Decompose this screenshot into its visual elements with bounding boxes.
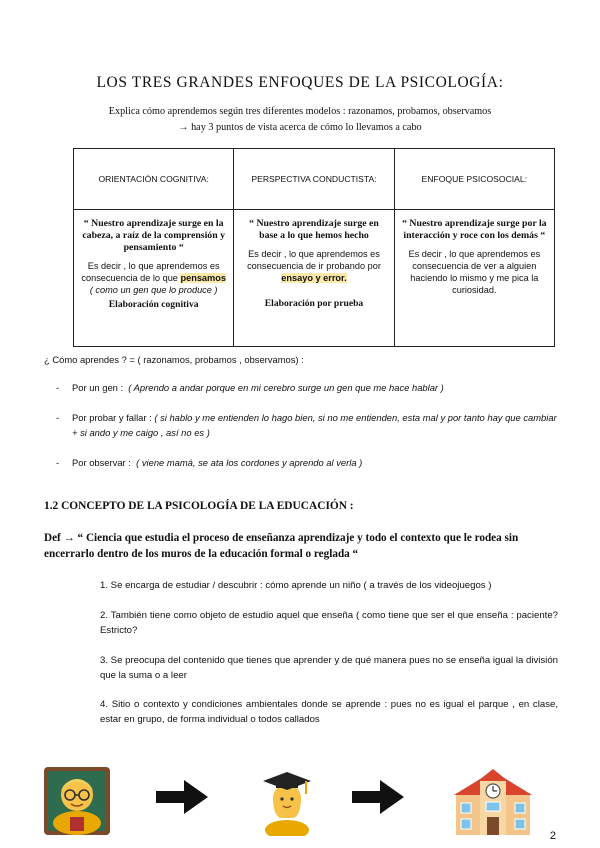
- bullet-text: [72, 380, 560, 395]
- cell-behaviorist: [234, 210, 394, 347]
- explanation-cognitive-text: Es decir , lo que aprendemos es consecuencia de lo que: [81, 261, 220, 283]
- numbered-item-3: 3. Se preocupa del contenido que tienes que aprender y de qué manera pues no se enseña igual la división que la suma o a leer: [100, 655, 558, 681]
- teacher-icon: [44, 767, 110, 835]
- table-header-row: [74, 149, 555, 210]
- footer-cognitive: Elaboración cognitiva: [108, 299, 199, 310]
- cell-cognitive: [74, 210, 234, 347]
- bullet-label: Por probar y fallar :: [72, 412, 152, 423]
- explanation-cognitive: [79, 260, 228, 296]
- page-title: LOS TRES GRANDES ENFOQUES DE LA PSICOLOGÍA:: [96, 74, 504, 91]
- numbered-item-1: 1. Se encarga de estudiar / descubrir : cómo aprende un niño ( a través de los videojuegos ): [100, 580, 492, 591]
- approaches-table: [73, 148, 555, 347]
- header-cognitive: ORIENTACIÓN COGNITIVA:: [74, 149, 234, 210]
- numbered-item-4: 4. Sitio o contexto y condiciones ambientales donde se aprende : pues no es igual el parque , en clase, estar en grupo, de forma individual o todos callados: [100, 699, 558, 725]
- subtitle: [0, 104, 600, 136]
- cell-psychosocial: [394, 210, 554, 347]
- footer-behaviorist: Elaboración por prueba: [264, 298, 364, 309]
- explanation-behaviorist: [239, 248, 388, 284]
- bullet-dash: -: [56, 412, 60, 423]
- quote-cognitive: “ Nuestro aprendizaje surge en la cabeza, a raíz de la comprensión y pensamiento “: [82, 218, 225, 253]
- header-behaviorist: PERSPECTIVA CONDUCTISTA:: [234, 149, 394, 210]
- explanation-psychosocial: Es decir , lo que aprendemos es consecuencia de ver a alguien haciendo lo mismo y me pica la curiosidad.: [408, 249, 541, 295]
- header-psychosocial: ENFOQUE PSICOSOCIAL:: [394, 149, 554, 210]
- table-body-row: [74, 210, 555, 347]
- subtitle-line-2: → hay 3 puntos de vista acerca de cómo lo llevamos a cabo: [178, 122, 422, 133]
- bullet-example: ( Aprendo a andar porque en mi cerebro surge un gen que me hace hablar ): [128, 382, 444, 393]
- question-line: ¿ Cómo aprendes ? = ( razonamos, probamos , observamos) :: [44, 354, 304, 365]
- bullet-label: Por un gen :: [72, 382, 124, 393]
- bullet-text: [72, 410, 560, 440]
- arrow-right-icon: [156, 780, 208, 814]
- numbered-item-2: 2. También tiene como objeto de estudio aquel que enseña ( como tiene que ser el que enseña : paciente? Estricto?: [100, 610, 558, 636]
- explanation-behaviorist-text: Es decir , lo que aprendemos es consecuencia de ir probando por: [247, 249, 381, 271]
- definition: Def → “ Ciencia que estudia el proceso de enseñanza aprendizaje y todo el contexto que le rodea sin encerrarlo dentro de los muros de la educación formal o reglada “: [44, 532, 519, 560]
- arrow-right-icon: [352, 780, 404, 814]
- bullet-label: Por observar :: [72, 457, 131, 468]
- section-title: 1.2 CONCEPTO DE LA PSICOLOGÍA DE LA EDUCACIÓN :: [44, 500, 354, 512]
- bullet-text: [72, 455, 560, 470]
- school-icon: [452, 765, 534, 837]
- highlight-behaviorist: ensayo y error.: [281, 273, 347, 283]
- subtitle-line-1: Explica cómo aprendemos según tres diferentes modelos : razonamos, probamos, observamos: [108, 106, 492, 117]
- highlight-cognitive: pensamos: [180, 273, 226, 283]
- bullet-dash: -: [56, 382, 60, 393]
- bullet-example: ( viene mamá, se ata los cordones y aprendo al verla ): [136, 457, 363, 468]
- bullet-example: ( si hablo y me entienden lo hago bien, si no me entienden, esta mal y por tanto hay que cambiar + si ando y me caigo , así no es ): [72, 412, 557, 438]
- explanation-cognitive-note: ( como un gen que lo produce ): [89, 285, 218, 295]
- student-icon: [262, 768, 312, 836]
- bullet-dash: -: [56, 457, 60, 468]
- page-number: 2: [549, 830, 556, 842]
- quote-psychosocial: “ Nuestro aprendizaje surge por la interacción y roce con los demás “: [402, 218, 547, 241]
- quote-behaviorist: “ Nuestro aprendizaje surge en base a lo que hemos hecho: [249, 218, 379, 241]
